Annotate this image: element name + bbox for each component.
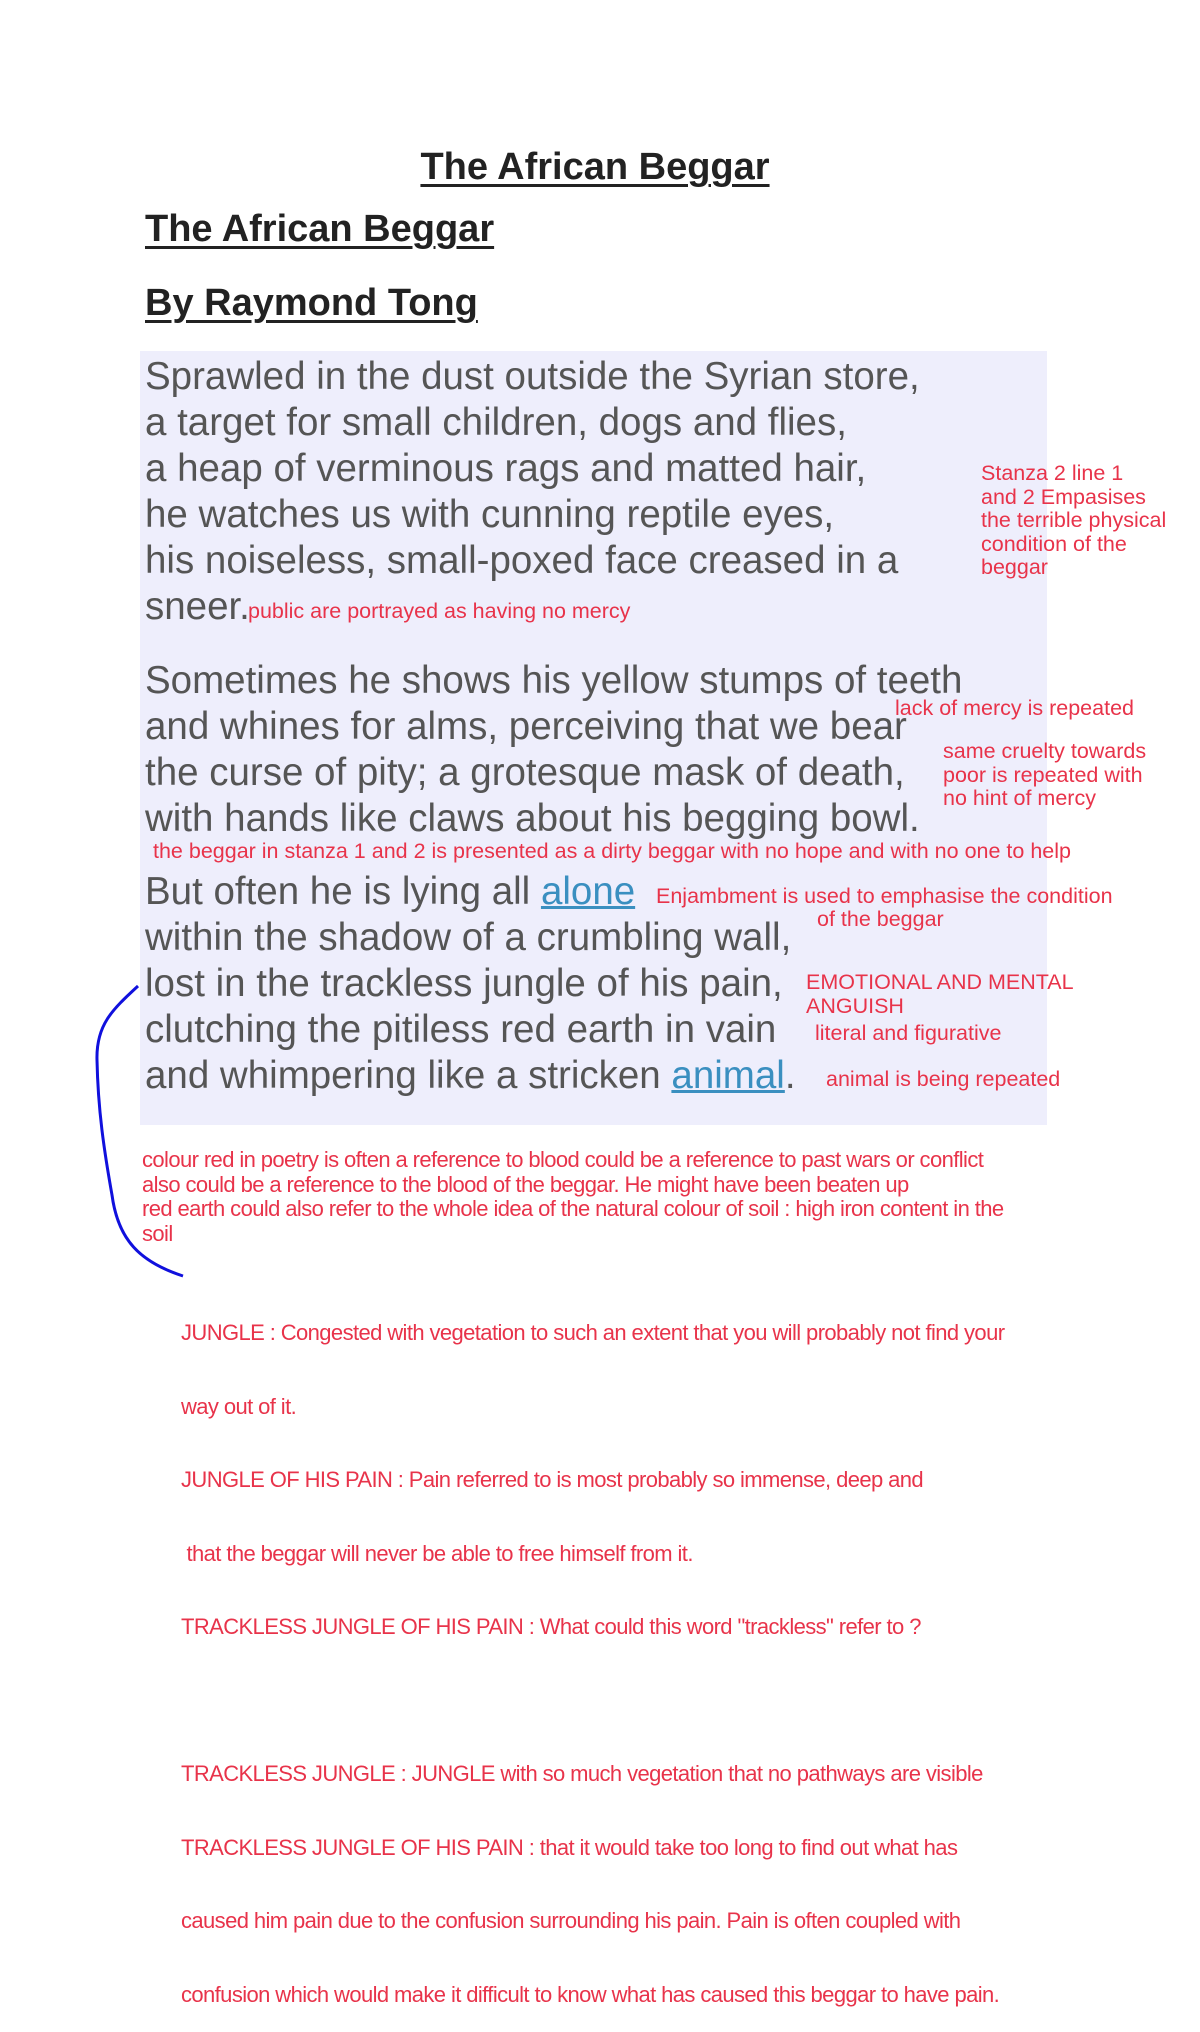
poem-line: Sometimes he shows his yellow stumps of teeth xyxy=(145,659,963,702)
annotation-line: Stanza 2 line 1 xyxy=(981,461,1124,485)
annotation-line: also could be a reference to the blood of the beggar. He might have been beaten up xyxy=(142,1171,909,1197)
annotation-line: ANGUISH xyxy=(806,993,904,1018)
poem-line: with hands like claws about his begging bowl. xyxy=(145,797,920,840)
annotation-line: no hint of mercy xyxy=(943,786,1096,810)
annotation-lack-mercy: lack of mercy is repeated xyxy=(895,696,1134,720)
annotation-line: confusion which would make it difficult to know what has caused this beggar to have pain. xyxy=(181,1981,1000,2007)
poem-line: sneer. xyxy=(145,585,250,628)
poem-line: lost in the trackless jungle of his pain, xyxy=(145,962,783,1005)
poem-line: a target for small children, dogs and flies, xyxy=(145,401,847,444)
poem-text: and whimpering like a stricken xyxy=(145,1054,672,1097)
annotation-line: and 2 Empasises xyxy=(981,484,1146,509)
poem-title: The African Beggar xyxy=(145,208,495,250)
annotation-line: the terrible physical xyxy=(981,508,1167,532)
poem-text: . xyxy=(784,1054,796,1097)
annotation-stanza-summary: the beggar in stanza 1 and 2 is presented as a dirty beggar with no hope and with no one to help xyxy=(153,839,1071,863)
annotation-line: EMOTIONAL AND MENTAL xyxy=(806,970,1074,994)
annotation-animal: animal is being repeated xyxy=(826,1067,1061,1091)
annotation-line: soil xyxy=(142,1220,173,1246)
document-title: The African Beggar xyxy=(420,146,770,188)
poem-line: and whines for alms, perceiving that we bear xyxy=(145,705,907,748)
annotation-line: colour red in poetry is often a reference to blood could be a reference to past wars or conflict xyxy=(142,1147,984,1172)
annotation-line: poor is repeated with xyxy=(943,762,1143,787)
annotation-line: JUNGLE OF HIS PAIN : Pain referred to is most probably so immense, deep and xyxy=(181,1467,924,1492)
annotation-line: condition of the xyxy=(981,531,1127,556)
annotation-line: JUNGLE : Congested with vegetation to such an extent that you will probably not find your xyxy=(181,1320,1005,1345)
annotation-line: TRACKLESS JUNGLE OF HIS PAIN : What could this word "trackless" refer to ? xyxy=(181,1614,921,1639)
alone-link[interactable]: alone xyxy=(540,870,636,913)
poem-line: Sprawled in the dust outside the Syrian store, xyxy=(145,355,920,398)
annotation-line: TRACKLESS JUNGLE : JUNGLE with so much vegetation that no pathways are visible xyxy=(181,1761,983,1786)
annotation-line: caused him pain due to the confusion surrounding his pain. Pain is often coupled with xyxy=(181,1908,961,1933)
poem-line: within the shadow of a crumbling wall, xyxy=(145,916,792,959)
poem-line: the curse of pity; a grotesque mask of death, xyxy=(145,751,905,794)
animal-link[interactable]: animal xyxy=(671,1054,785,1097)
annotation-line: red earth could also refer to the whole idea of the natural colour of soil : high iron content in the xyxy=(142,1196,1004,1221)
poem-line: his noiseless, small-poxed face creased in a xyxy=(145,539,899,582)
poem-line: clutching the pitiless red earth in vain xyxy=(145,1008,777,1051)
poem-author: By Raymond Tong xyxy=(145,282,478,324)
annotation-line: same cruelty towards xyxy=(943,739,1147,763)
annotation-enjambment-1: Enjambment is used to emphasise the condition xyxy=(656,884,1113,908)
annotation-enjambment-2: of the beggar xyxy=(817,907,944,931)
annotation-literal: literal and figurative xyxy=(815,1021,1002,1045)
annotation-line: TRACKLESS JUNGLE OF HIS PAIN : that it would take too long to find out what has xyxy=(181,1834,958,1860)
poem-line: a heap of verminous rags and matted hair, xyxy=(145,447,867,490)
poem-text: But often he is lying all xyxy=(145,870,541,913)
poem-line: he watches us with cunning reptile eyes, xyxy=(145,493,835,536)
annotation-line: beggar xyxy=(981,555,1048,579)
annotation-line: that the beggar will never be able to free himself from it. xyxy=(181,1540,693,1566)
annotation-line: way out of it. xyxy=(181,1393,297,1419)
annotation-public-mercy: public are portrayed as having no mercy xyxy=(248,599,631,623)
